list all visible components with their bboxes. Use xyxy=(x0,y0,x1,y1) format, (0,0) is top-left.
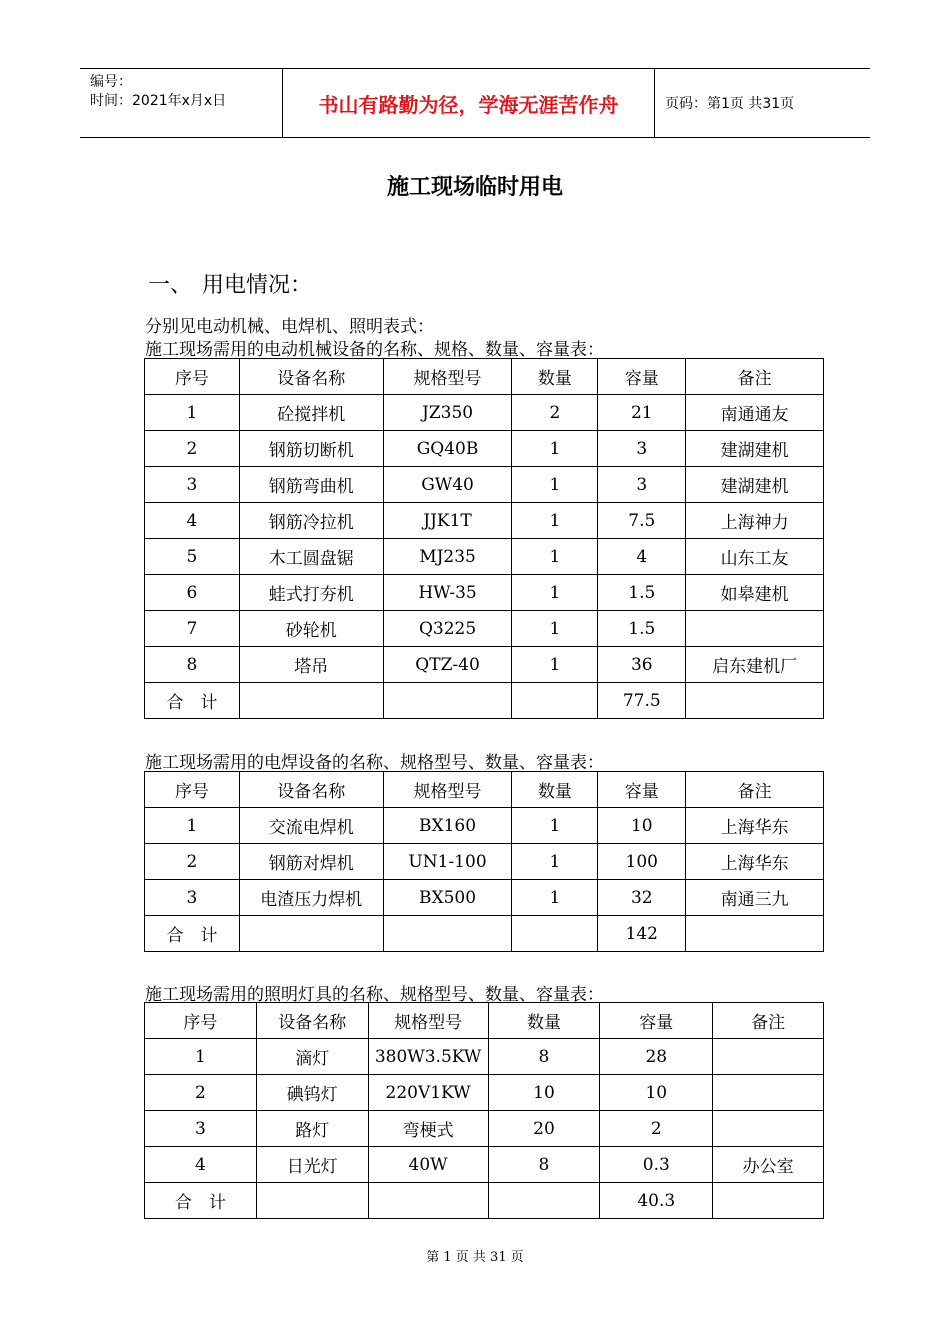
table-cell: 路灯 xyxy=(256,1111,368,1147)
table-cell: 8 xyxy=(145,647,240,683)
table-cell: 1 xyxy=(512,539,598,575)
table-cell: 钢筋冷拉机 xyxy=(239,503,383,539)
table-cell: Q3225 xyxy=(383,611,512,647)
lighting-equipment-table xyxy=(144,1002,824,1219)
table-cell: 如皋建机 xyxy=(686,575,824,611)
table-cell: 砂轮机 xyxy=(239,611,383,647)
table-cell: 4 xyxy=(145,1147,257,1183)
table-cell xyxy=(239,683,383,719)
table-cell: 日光灯 xyxy=(256,1147,368,1183)
table-cell: 8 xyxy=(488,1039,600,1075)
table-cell: 1 xyxy=(145,808,240,844)
table-cell: 数量 xyxy=(512,359,598,395)
table-cell: 2 xyxy=(145,431,240,467)
table-row xyxy=(145,844,824,880)
table-cell: 8 xyxy=(488,1147,600,1183)
table-cell: 4 xyxy=(598,539,686,575)
page-title: 施工现场临时用电 xyxy=(386,175,563,200)
table-cell: BX160 xyxy=(383,808,512,844)
table-cell xyxy=(368,1183,488,1219)
table-cell: 1 xyxy=(145,395,240,431)
table-cell: MJ235 xyxy=(383,539,512,575)
table-cell xyxy=(713,1111,824,1147)
table-cell: 5 xyxy=(145,539,240,575)
table-cell: GQ40B xyxy=(383,431,512,467)
table-cell: 40.3 xyxy=(600,1183,713,1219)
table-cell xyxy=(512,916,598,952)
section-title: 用电情况： xyxy=(202,273,313,298)
table-cell: 办公室 xyxy=(713,1147,824,1183)
table-cell: UN1-100 xyxy=(383,844,512,880)
table-cell: 钢筋切断机 xyxy=(239,431,383,467)
page-footer: 第 1 页 共 31 页 xyxy=(426,1250,524,1265)
intro-text: 分别见电动机械、电焊机、照明表式： xyxy=(145,317,434,337)
table-cell: 3 xyxy=(598,431,686,467)
table-cell: 备注 xyxy=(713,1003,824,1039)
page-header xyxy=(80,68,870,138)
table-cell xyxy=(488,1183,600,1219)
table-cell xyxy=(256,1183,368,1219)
table-cell: 序号 xyxy=(145,772,240,808)
table-row xyxy=(145,1075,824,1111)
time-label: 时间：2021年x月x日 xyxy=(90,93,227,109)
table-cell: 山东工友 xyxy=(686,539,824,575)
table-cell: 规格型号 xyxy=(383,359,512,395)
table-cell: 3 xyxy=(598,467,686,503)
table-cell: 2 xyxy=(512,395,598,431)
table3-caption: 施工现场需用的照明灯具的名称、规格型号、数量、容量表： xyxy=(145,985,604,1005)
table-cell: 合 计 xyxy=(145,683,240,719)
table-cell: 上海神力 xyxy=(686,503,824,539)
table-cell: 容量 xyxy=(598,359,686,395)
table-row xyxy=(145,808,824,844)
table-cell: 建湖建机 xyxy=(686,467,824,503)
table-cell: 合 计 xyxy=(145,916,240,952)
table-cell: 2 xyxy=(145,844,240,880)
table-cell: 28 xyxy=(600,1039,713,1075)
table-cell: 设备名称 xyxy=(239,772,383,808)
table-cell: 数量 xyxy=(512,772,598,808)
table-cell: 77.5 xyxy=(598,683,686,719)
table-cell: 4 xyxy=(145,503,240,539)
table-cell: BX500 xyxy=(383,880,512,916)
table-row xyxy=(145,647,824,683)
table-cell xyxy=(383,916,512,952)
table-cell: 10 xyxy=(488,1075,600,1111)
table-total-row xyxy=(145,916,824,952)
table-cell: 6 xyxy=(145,575,240,611)
table-cell: 380W3.5KW xyxy=(368,1039,488,1075)
table-row xyxy=(145,395,824,431)
table-cell: 20 xyxy=(488,1111,600,1147)
table-row xyxy=(145,503,824,539)
table-cell: 备注 xyxy=(686,359,824,395)
table-cell: 砼搅拌机 xyxy=(239,395,383,431)
table-cell: 钢筋对焊机 xyxy=(239,844,383,880)
table-cell: 36 xyxy=(598,647,686,683)
table-cell: 1 xyxy=(512,503,598,539)
table-cell: 2 xyxy=(600,1111,713,1147)
table-row xyxy=(145,431,824,467)
table-header-row xyxy=(145,359,824,395)
table-cell: 1 xyxy=(512,844,598,880)
table-cell: 上海华东 xyxy=(686,844,824,880)
table-cell: 南通通友 xyxy=(686,395,824,431)
table-row xyxy=(145,575,824,611)
welding-equipment-table xyxy=(144,771,824,952)
table-cell xyxy=(686,683,824,719)
table-total-row xyxy=(145,1183,824,1219)
table-cell xyxy=(383,683,512,719)
table-cell: 1 xyxy=(512,575,598,611)
table-header-row xyxy=(145,772,824,808)
table-cell: 0.3 xyxy=(600,1147,713,1183)
table-cell: 2 xyxy=(145,1075,257,1111)
table-cell: 40W xyxy=(368,1147,488,1183)
table-cell: 设备名称 xyxy=(239,359,383,395)
table-row xyxy=(145,1147,824,1183)
table-cell: 滴灯 xyxy=(256,1039,368,1075)
table-header-row xyxy=(145,1003,824,1039)
table-cell: 南通三九 xyxy=(686,880,824,916)
table-cell: 100 xyxy=(598,844,686,880)
table-cell: 塔吊 xyxy=(239,647,383,683)
table-cell: JZ350 xyxy=(383,395,512,431)
table-cell: 弯梗式 xyxy=(368,1111,488,1147)
table-cell: 钢筋弯曲机 xyxy=(239,467,383,503)
table-cell: 1 xyxy=(512,431,598,467)
table-cell: 设备名称 xyxy=(256,1003,368,1039)
table-cell: 上海华东 xyxy=(686,808,824,844)
table-cell: 142 xyxy=(598,916,686,952)
table-cell: 容量 xyxy=(598,772,686,808)
table-cell: 1 xyxy=(145,1039,257,1075)
table2-caption: 施工现场需用的电焊设备的名称、规格型号、数量、容量表： xyxy=(145,753,604,773)
table-cell: 21 xyxy=(598,395,686,431)
table-row xyxy=(145,467,824,503)
table-row xyxy=(145,880,824,916)
table-cell: 3 xyxy=(145,1111,257,1147)
table-cell: 1 xyxy=(512,880,598,916)
table1-caption: 施工现场需用的电动机械设备的名称、规格、数量、容量表： xyxy=(145,340,604,360)
table-cell: 1 xyxy=(512,467,598,503)
table-cell: 7 xyxy=(145,611,240,647)
table-cell: 1.5 xyxy=(598,575,686,611)
table-cell: 建湖建机 xyxy=(686,431,824,467)
table-cell: HW-35 xyxy=(383,575,512,611)
table-cell: 1 xyxy=(512,808,598,844)
table-cell: 碘钨灯 xyxy=(256,1075,368,1111)
table-cell: 容量 xyxy=(600,1003,713,1039)
table-cell: 220V1KW xyxy=(368,1075,488,1111)
section-heading xyxy=(148,268,312,299)
section-number: 一、 xyxy=(148,273,193,298)
table-cell: 1.5 xyxy=(598,611,686,647)
table-total-row xyxy=(145,683,824,719)
table-cell: 10 xyxy=(600,1075,713,1111)
table-cell: 规格型号 xyxy=(383,772,512,808)
table-cell: 合 计 xyxy=(145,1183,257,1219)
number-label: 编号： xyxy=(90,74,132,90)
table-row xyxy=(145,1039,824,1075)
table-cell: 序号 xyxy=(145,359,240,395)
table-cell: 1 xyxy=(512,611,598,647)
motor-equipment-table xyxy=(144,358,824,719)
table-cell: 7.5 xyxy=(598,503,686,539)
table-cell: 1 xyxy=(512,647,598,683)
table-cell: 蛙式打夯机 xyxy=(239,575,383,611)
table-cell xyxy=(713,1183,824,1219)
table-cell: 规格型号 xyxy=(368,1003,488,1039)
header-motto: 书山有路勤为径，学海无涯苦作舟 xyxy=(282,69,655,137)
table-cell: 3 xyxy=(145,880,240,916)
table-cell: 3 xyxy=(145,467,240,503)
table-cell xyxy=(713,1075,824,1111)
table-cell: 10 xyxy=(598,808,686,844)
table-row xyxy=(145,611,824,647)
table-cell: 序号 xyxy=(145,1003,257,1039)
table-cell: 数量 xyxy=(488,1003,600,1039)
table-cell: 电渣压力焊机 xyxy=(239,880,383,916)
table-cell xyxy=(686,611,824,647)
table-cell: 备注 xyxy=(686,772,824,808)
table-row xyxy=(145,539,824,575)
table-cell xyxy=(686,916,824,952)
table-cell xyxy=(713,1039,824,1075)
table-cell: GW40 xyxy=(383,467,512,503)
table-cell: 交流电焊机 xyxy=(239,808,383,844)
header-page-info: 页码：第1页 共31页 xyxy=(665,96,795,112)
table-cell: JJK1T xyxy=(383,503,512,539)
table-cell: 32 xyxy=(598,880,686,916)
table-cell xyxy=(512,683,598,719)
header-meta xyxy=(80,69,282,137)
table-cell: 启东建机厂 xyxy=(686,647,824,683)
table-cell: 木工圆盘锯 xyxy=(239,539,383,575)
table-cell xyxy=(239,916,383,952)
table-cell: QTZ-40 xyxy=(383,647,512,683)
table-row xyxy=(145,1111,824,1147)
